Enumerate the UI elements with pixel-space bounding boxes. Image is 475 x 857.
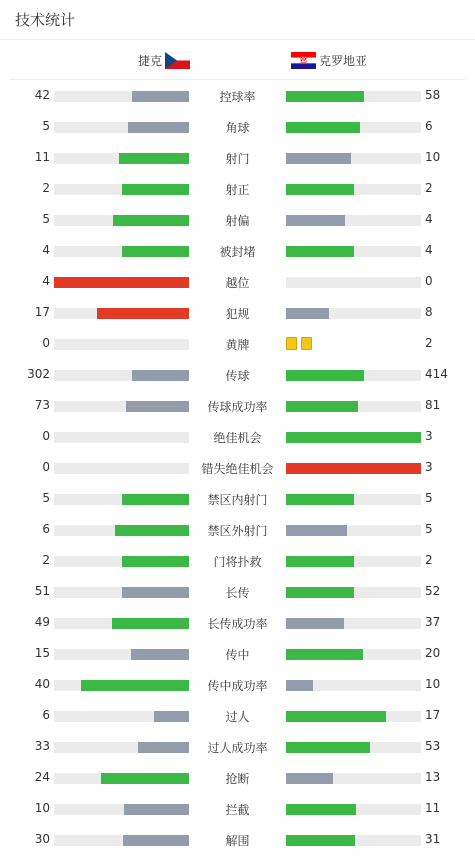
home-value: 42 (34, 88, 50, 102)
home-bar (54, 91, 189, 102)
home-bar (54, 153, 189, 164)
away-team (291, 52, 367, 69)
yellow-cards (286, 337, 312, 350)
home-bar (54, 246, 189, 257)
yellow-card-icon (301, 337, 312, 350)
home-bar-fill (154, 711, 189, 722)
away-bar-fill (286, 494, 354, 505)
away-bar-fill (286, 246, 354, 257)
home-bar (54, 370, 189, 381)
away-bar (286, 215, 421, 226)
stat-row (0, 700, 475, 731)
home-bar-fill (128, 122, 189, 133)
away-bar (286, 277, 421, 288)
stat-row (0, 173, 475, 204)
home-bar (54, 556, 189, 567)
stat-label: 控球率 (219, 90, 256, 104)
teams-header (10, 40, 465, 80)
home-bar (54, 463, 189, 474)
home-bar-fill (115, 525, 189, 536)
away-value: 20 (425, 646, 441, 660)
home-value: 4 (42, 274, 50, 288)
stat-row (0, 266, 475, 297)
stat-row (0, 390, 475, 421)
stat-row (0, 235, 475, 266)
stat-label: 射正 (225, 183, 250, 197)
away-team-name: 克罗地亚 (319, 54, 368, 68)
home-bar (54, 494, 189, 505)
away-bar-fill (286, 525, 347, 536)
stat-label: 拦截 (225, 803, 250, 817)
away-value: 10 (425, 150, 441, 164)
home-bar (54, 649, 189, 660)
away-bar-fill (286, 153, 351, 164)
away-bar (286, 711, 421, 722)
home-bar-fill (131, 649, 189, 660)
home-value: 6 (42, 522, 50, 536)
home-bar-fill (113, 215, 189, 226)
home-bar-fill (132, 370, 189, 381)
away-bar-fill (286, 401, 358, 412)
stat-row (0, 452, 475, 483)
home-bar-fill (126, 401, 189, 412)
away-bar (286, 308, 421, 319)
away-value: 37 (425, 615, 441, 629)
stat-row (0, 762, 475, 793)
stat-label: 禁区外射门 (207, 524, 268, 538)
away-value: 31 (425, 832, 441, 846)
stat-label: 角球 (225, 121, 250, 135)
home-value: 5 (42, 491, 50, 505)
stat-row (0, 204, 475, 235)
away-value: 17 (425, 708, 441, 722)
home-value: 11 (34, 150, 50, 164)
stat-label: 越位 (225, 276, 250, 290)
away-value: 53 (425, 739, 441, 753)
away-value: 81 (425, 398, 441, 412)
away-bar-fill (286, 773, 333, 784)
away-bar-fill (286, 91, 364, 102)
home-bar (54, 680, 189, 691)
away-bar (286, 587, 421, 598)
home-bar-fill (81, 680, 189, 691)
stat-label: 抢断 (225, 772, 250, 786)
away-bar-fill (286, 742, 370, 753)
home-value: 5 (42, 119, 50, 133)
stat-row (0, 421, 475, 452)
stats-list (0, 80, 475, 855)
home-value: 2 (42, 181, 50, 195)
away-bar (286, 773, 421, 784)
home-bar (54, 711, 189, 722)
away-bar (286, 804, 421, 815)
away-bar (286, 246, 421, 257)
away-value: 4 (425, 212, 433, 226)
away-value: 5 (425, 522, 433, 536)
home-bar-fill (122, 184, 190, 195)
home-bar (54, 587, 189, 598)
home-team (138, 52, 190, 69)
away-bar-fill (286, 556, 354, 567)
away-value: 13 (425, 770, 441, 784)
home-bar (54, 277, 189, 288)
stat-row (0, 328, 475, 359)
away-value: 52 (425, 584, 441, 598)
home-bar-fill (138, 742, 189, 753)
stat-row (0, 576, 475, 607)
away-bar-fill (286, 618, 344, 629)
stat-label: 禁区内射门 (207, 493, 268, 507)
away-bar-fill (286, 432, 421, 443)
home-bar-fill (122, 246, 190, 257)
yellow-card-icon (286, 337, 297, 350)
away-bar (286, 618, 421, 629)
away-bar-fill (286, 711, 386, 722)
away-bar (286, 649, 421, 660)
away-value: 6 (425, 119, 433, 133)
stat-row (0, 731, 475, 762)
stat-label: 绝佳机会 (213, 431, 262, 445)
stat-row (0, 483, 475, 514)
away-bar (286, 742, 421, 753)
stat-label: 黄牌 (225, 338, 250, 352)
stat-label: 传中 (225, 648, 250, 662)
home-value: 40 (34, 677, 50, 691)
home-value: 30 (34, 832, 50, 846)
home-value: 73 (34, 398, 50, 412)
stat-label: 过人成功率 (207, 741, 268, 755)
stat-label: 射门 (225, 152, 250, 166)
stat-row (0, 607, 475, 638)
home-bar (54, 122, 189, 133)
home-bar (54, 308, 189, 319)
away-bar (286, 370, 421, 381)
stat-label: 长传 (225, 586, 250, 600)
stat-row (0, 638, 475, 669)
away-value: 4 (425, 243, 433, 257)
home-bar-fill (112, 618, 189, 629)
stat-label: 解围 (225, 834, 250, 848)
away-bar (286, 432, 421, 443)
away-bar-fill (286, 835, 355, 846)
home-bar-fill (119, 153, 189, 164)
away-bar-fill (286, 122, 360, 133)
header (0, 0, 475, 40)
home-team-name: 捷克 (137, 54, 162, 68)
away-value: 2 (425, 181, 433, 195)
away-bar (286, 525, 421, 536)
stat-label: 长传成功率 (207, 617, 268, 631)
away-value: 10 (425, 677, 441, 691)
home-bar (54, 525, 189, 536)
home-value: 2 (42, 553, 50, 567)
czech-flag-icon (165, 52, 190, 69)
stat-label: 传球 (225, 369, 250, 383)
away-value: 3 (425, 460, 433, 474)
home-value: 6 (42, 708, 50, 722)
home-bar-fill (124, 804, 189, 815)
home-bar-fill (54, 277, 189, 288)
home-value: 0 (42, 336, 50, 350)
home-bar-fill (101, 773, 189, 784)
away-bar (286, 680, 421, 691)
stat-row (0, 669, 475, 700)
away-bar-fill (286, 587, 354, 598)
home-value: 302 (27, 367, 50, 381)
away-bar (286, 184, 421, 195)
away-value: 2 (425, 336, 433, 350)
stat-row (0, 80, 475, 111)
home-value: 49 (34, 615, 50, 629)
stat-row (0, 824, 475, 855)
stat-label: 过人 (225, 710, 250, 724)
away-bar (286, 401, 421, 412)
home-bar (54, 742, 189, 753)
stat-row (0, 359, 475, 390)
home-value: 10 (34, 801, 50, 815)
away-value: 5 (425, 491, 433, 505)
home-bar (54, 339, 189, 350)
home-bar-fill (122, 587, 190, 598)
stat-label: 被封堵 (219, 245, 256, 259)
away-value: 58 (425, 88, 441, 102)
stat-row (0, 142, 475, 173)
home-value: 17 (34, 305, 50, 319)
home-value: 33 (34, 739, 50, 753)
stat-row (0, 111, 475, 142)
page-title: 技术统计 (15, 11, 76, 29)
stat-label: 犯规 (225, 307, 250, 321)
home-bar-fill (97, 308, 189, 319)
stat-row (0, 545, 475, 576)
stat-label: 门将扑救 (213, 555, 262, 569)
home-value: 0 (42, 460, 50, 474)
away-value: 3 (425, 429, 433, 443)
away-bar-fill (286, 370, 364, 381)
stat-row (0, 297, 475, 328)
home-value: 4 (42, 243, 50, 257)
stat-label: 传球成功率 (207, 400, 268, 414)
stat-label: 射偏 (225, 214, 250, 228)
away-value: 414 (425, 367, 448, 381)
away-bar (286, 494, 421, 505)
home-bar (54, 401, 189, 412)
home-value: 0 (42, 429, 50, 443)
away-value: 8 (425, 305, 433, 319)
stat-label: 错失绝佳机会 (201, 462, 274, 476)
away-bar-fill (286, 804, 356, 815)
home-bar-fill (123, 835, 189, 846)
croatia-flag-icon (291, 52, 316, 69)
away-bar-fill (286, 215, 345, 226)
stat-label: 传中成功率 (207, 679, 268, 693)
home-bar (54, 773, 189, 784)
home-bar (54, 835, 189, 846)
away-bar (286, 463, 421, 474)
away-value: 2 (425, 553, 433, 567)
home-bar (54, 618, 189, 629)
away-bar (286, 835, 421, 846)
home-bar (54, 215, 189, 226)
away-bar-fill (286, 184, 354, 195)
home-value: 24 (34, 770, 50, 784)
away-bar (286, 556, 421, 567)
home-bar (54, 804, 189, 815)
away-bar-fill (286, 463, 421, 474)
away-bar (286, 153, 421, 164)
stat-row (0, 793, 475, 824)
home-value: 5 (42, 212, 50, 226)
home-bar (54, 432, 189, 443)
away-value: 11 (425, 801, 441, 815)
away-bar-fill (286, 649, 363, 660)
home-bar-fill (132, 91, 189, 102)
home-bar (54, 184, 189, 195)
stat-row (0, 514, 475, 545)
away-bar (286, 122, 421, 133)
away-value: 0 (425, 274, 433, 288)
home-bar-fill (122, 556, 190, 567)
away-bar-fill (286, 680, 313, 691)
home-value: 51 (34, 584, 50, 598)
home-value: 15 (34, 646, 50, 660)
away-bar-fill (286, 308, 329, 319)
away-bar (286, 91, 421, 102)
home-bar-fill (122, 494, 190, 505)
